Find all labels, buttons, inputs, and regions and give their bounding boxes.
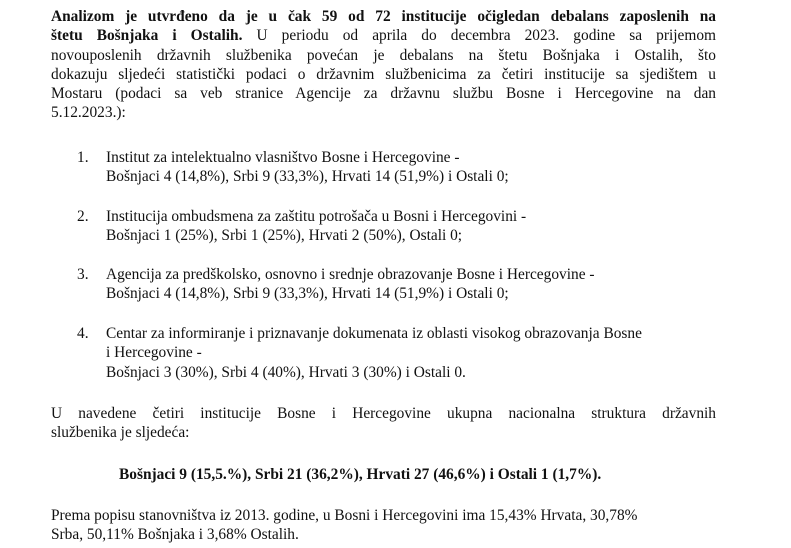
institution-name: Centar za informiranje i priznavanje dokumenata iz oblasti visokog obrazovanja Bosne [106, 325, 642, 342]
intro-paragraph [51, 7, 716, 123]
census-line: Prema popisu stanovništva iz 2013. godine, u Bosni i Hercegovini ima 15,43% Hrvata, 30,78% [51, 507, 638, 524]
intro-line: Mostaru (podaci sa veb stranice Agencije za državnu službu Bosne i Hercegovine na dan [51, 85, 716, 103]
item-number: 4. [77, 325, 89, 342]
institution-name-cont: i Hercegovine - [106, 344, 202, 362]
intro-line-rest: U periodu od aprila do decembra 2023. godine sa prijemom [242, 27, 716, 45]
item-number: 3. [77, 266, 89, 283]
institution-name: Agencija za predškolsko, osnovno i srednje obrazovanje Bosne i Hercegovine - [106, 266, 595, 283]
intro-line [51, 26, 716, 45]
totals-line: Bošnjaci 9 (15,5.%), Srbi 21 (36,2%), Hrvati 27 (46,6%) i Ostali 1 (1,7%). [119, 466, 602, 483]
intro-bold-phrase: štetu Bošnjaka i Ostalih. [51, 27, 243, 45]
intro-line: dokazuju sljedeći statistički podaci o državnim službenicima za četiri institucije sa sjedištem u [51, 65, 716, 83]
summary-line: službenika je sljedeća: [51, 424, 190, 442]
institution-name: Institucija ombudsmena za zaštitu potrošača u Bosni i Hercegovini - [106, 208, 527, 225]
summary-line: U navedene četiri institucije Bosne i Hercegovine ukupna nacionalna struktura državnih [51, 405, 716, 422]
intro-line: novouposlenih državnih službenika povećan je debalans na štetu Bošnjaka i Ostalih, što [51, 46, 716, 64]
summary-intro-paragraph [51, 404, 716, 443]
item-number: 2. [77, 208, 89, 225]
intro-line: Analizom je utvrđeno da je u čak 59 od 72 institucije očigledan debalans zaposlenih na [51, 8, 716, 25]
institution-stats: Bošnjaci 1 (25%), Srbi 1 (25%), Hrvati 2 (50%), Ostali 0; [106, 227, 463, 245]
intro-line: 5.12.2023.): [51, 104, 126, 122]
institution-stats: Bošnjaci 4 (14,8%), Srbi 9 (33,3%), Hrvati 14 (51,9%) i Ostali 0; [106, 285, 509, 303]
institution-name: Institut za intelektualno vlasništvo Bosne i Hercegovine - [106, 149, 460, 166]
institution-stats: Bošnjaci 3 (30%), Srbi 4 (40%), Hrvati 3 (30%) i Ostali 0. [106, 363, 466, 381]
institution-stats: Bošnjaci 4 (14,8%), Srbi 9 (33,3%), Hrvati 14 (51,9%) i Ostali 0; [106, 168, 509, 186]
census-line: Srba, 50,11% Bošnjaka i 3,68% Ostalih. [51, 526, 299, 544]
item-number: 1. [77, 149, 89, 166]
census-paragraph [51, 506, 716, 545]
